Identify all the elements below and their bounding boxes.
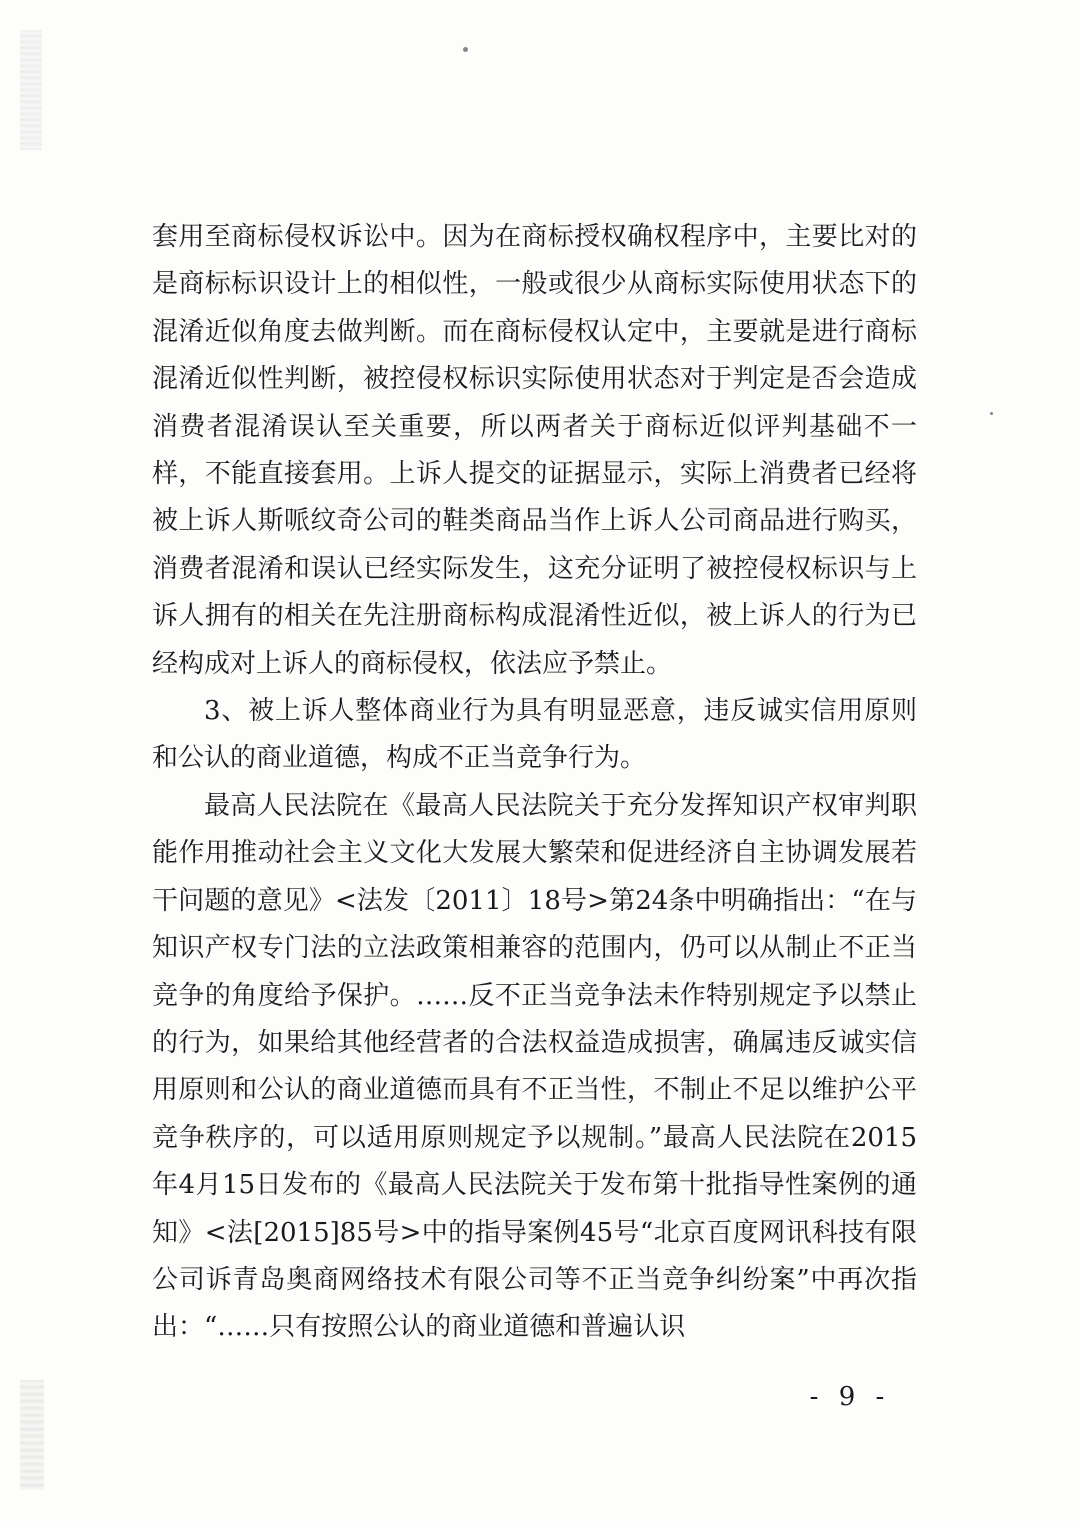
paragraph-3: 最高人民法院在《最高人民法院关于充分发挥知识产权审判职能作用推动社会主义文化大发展大繁荣和促进经济自主协调发展若干问题的意见》<法发〔2011〕18号>第24条中明确指出：“在与知识产权专门法的立法政策相兼容的范围内，仍可以从制止不正当竞争的角度给予保护。……反不正当竞争法未作特别规定予以禁止的行为，如果给其他经营者的合法权益造成损害，确属违反诚实信用原则和公认的商业道德而具有不正当性，不制止不足以维护公平竞争秩序的，可以适用原则规定予以规制。”最高人民法院在2015年4月15日发布的《最高人民法院关于发布第十批指导性案例的通知》<法[2015]85号>中的指导案例45号“北京百度网讯科技有限公司诉青岛奥商网络技术有限公司等不正当竞争纠纷案”中再次指出：“……只有按照公认的商业道德和普遍认识 bbox=[152, 790, 917, 1343]
paragraph-2: 3、被上诉人整体商业行为具有明显恶意，违反诚实信用原则和公认的商业道德，构成不正当竞争行为。 bbox=[152, 696, 917, 774]
page-number: - 9 - bbox=[809, 1382, 891, 1412]
document-body bbox=[152, 214, 917, 1352]
scan-speck bbox=[990, 412, 993, 415]
paragraph-1: 套用至商标侵权诉讼中。因为在商标授权确权程序中，主要比对的是商标标识设计上的相似性，一般或很少从商标实际使用状态下的混淆近似角度去做判断。而在商标侵权认定中，主要就是进行商标混淆近似性判断，被控侵权标识实际使用状态对于判定是否会造成消费者混淆误认至关重要，所以两者关于商标近似评判基础不一样，不能直接套用。上诉人提交的证据显示，实际上消费者已经将被上诉人斯哌纹奇公司的鞋类商品当作上诉人公司商品进行购买，消费者混淆和误认已经实际发生，这充分证明了被控侵权标识与上诉人拥有的相关在先注册商标构成混淆性近似，被上诉人的行为已经构成对上诉人的商标侵权，依法应予禁止。 bbox=[152, 222, 917, 679]
scan-edge-artifact-top bbox=[20, 30, 42, 150]
scan-speck bbox=[463, 47, 468, 52]
scan-edge-artifact-bottom bbox=[20, 1380, 44, 1490]
